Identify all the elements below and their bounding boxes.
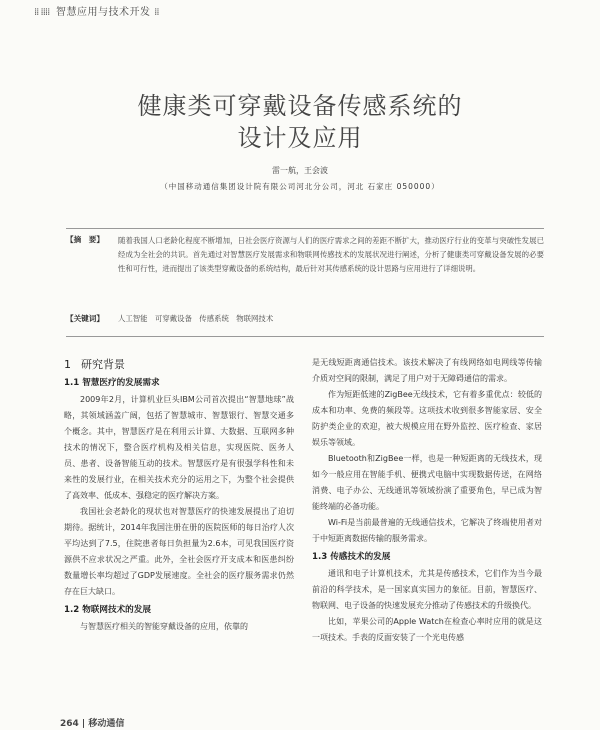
right-column bbox=[312, 355, 542, 646]
paragraph: 是无线短距离通信技术。该技术解决了有线网络如电网线等传输介质对空间的限制，满足了用户对于无障碍通信的需求。 bbox=[312, 358, 542, 383]
paragraph: 2009年2月，计算机业巨头IBM公司首次提出“智慧地球”战略，其领域涵盖广阔，包括了智慧城市、智慧银行、智慧交通多个概念。其中，智慧医疗是在利用云计算、大数据、互联网多种技术的情况下，整合医疗机构及相关信息，实现医院、医务人员、患者、设备智能互动的技术。智慧医疗是有很强学科性和未来性的发展行业，在相关技术充分的运用之下，为整个社会提供了高效率、低成本、强稳定的医疗解决方案。 bbox=[64, 395, 294, 500]
subsection-heading-1-3: 1.3 传感技术的发展 bbox=[312, 552, 391, 562]
abstract-bottom-rule bbox=[66, 336, 544, 337]
paragraph: 作为短距低速的ZigBee无线技术，它有着多重优点：较低的成本和功率、免费的频段等。这项技术收到很多智能家居、安全防护类企业的欢迎，被大规模应用在野外监控、医疗检查、家居娱乐等领域。 bbox=[312, 390, 542, 447]
paragraph: 我国社会老龄化的现状也对智慧医疗的快速发展提出了迫切期待。据统计，2014年我国注册在册的医院医师的每日治疗人次平均达到了7.5，住院患者每日负担量为2.6本，可见我国医疗资源供不应求状况之严重。此外，全社会医疗开支成本和医患纠纷数量增长率均超过了GDP发展速度。全社会的医疗服务需求仍然存在巨大缺口。 bbox=[64, 507, 294, 596]
header-section: 智慧应用与技术开发 bbox=[55, 7, 151, 18]
abstract-top-rule bbox=[66, 228, 544, 229]
abstract-label: 【摘 要】 bbox=[66, 235, 104, 244]
article-title-line1: 健康类可穿戴设备传感系统的 bbox=[137, 92, 463, 120]
paragraph: 通讯和电子计算机技术，尤其是传感技术，它们作为当今最前沿的科学技术，是一国家真实国力的象征。目前，智慧医疗、物联网、电子设备的快速发展充分推动了传感技术的升级换代。 bbox=[312, 569, 542, 610]
section-heading-1 bbox=[64, 357, 294, 373]
authors: 雷一航，王会波 bbox=[272, 166, 328, 175]
keywords: 人工智能 可穿戴设备 传感系统 物联网技术 bbox=[118, 314, 274, 323]
section-number: 1 bbox=[64, 358, 71, 371]
header-bars: ⁞⁞ ⁞⁞⁞⁞ bbox=[34, 7, 50, 18]
header-bars-tail: ⁞⁞ bbox=[154, 7, 159, 18]
page-footer: 264 | 移动通信 bbox=[60, 719, 125, 729]
affiliation: （中国移动通信集团设计院有限公司河北分公司，河北 石家庄 050000） bbox=[160, 182, 440, 191]
abstract-text: 随着我国人口老龄化程度不断增加，日社会医疗资源与人们的医疗需求之间的差距不断扩大，推动医疗行业的变革与突破性发展已经成为全社会的共识。首先通过对智慧医疗发展需求和物联网传感技术的发展状况进行阐述，分析了健康类可穿戴设备发展的必要性和可行性，进而提出了该类型穿戴设备的系统结构，最后针对其传感系统的设计思路与应用进行了详细说明。 bbox=[118, 236, 544, 273]
article-title-line2: 设计及应用 bbox=[237, 124, 363, 152]
subsection-heading-1-2: 1.2 物联网技术的发展 bbox=[64, 605, 151, 615]
paragraph: 与智慧医疗相关的智能穿戴设备的应用，依靠的 bbox=[80, 622, 248, 631]
paragraph: Bluetooth和ZigBee一样，也是一种短距离的无线技术，现如今一般应用在智能手机、便携式电脑中实现数据传送，在网络消费、电子办公、无线通讯等领域扮演了重要角色，早已成为智能终端的必备功能。 bbox=[312, 454, 542, 511]
keywords-label: 【关键词】 bbox=[66, 314, 104, 323]
paragraph: 比如，苹果公司的Apple Watch在检查心率时应用的就是这一项技术。手表的反面安装了一个光电传感 bbox=[312, 617, 542, 642]
paragraph: Wi-Fi是当前最普遍的无线通信技术，它解决了终端使用者对于中短距离数据传输的服务需求。 bbox=[312, 518, 542, 543]
subsection-heading-1-1: 1.1 智慧医疗的发展需求 bbox=[64, 378, 160, 388]
left-column bbox=[64, 355, 294, 635]
running-header bbox=[34, 3, 162, 18]
section-title: 研究背景 bbox=[81, 358, 125, 371]
